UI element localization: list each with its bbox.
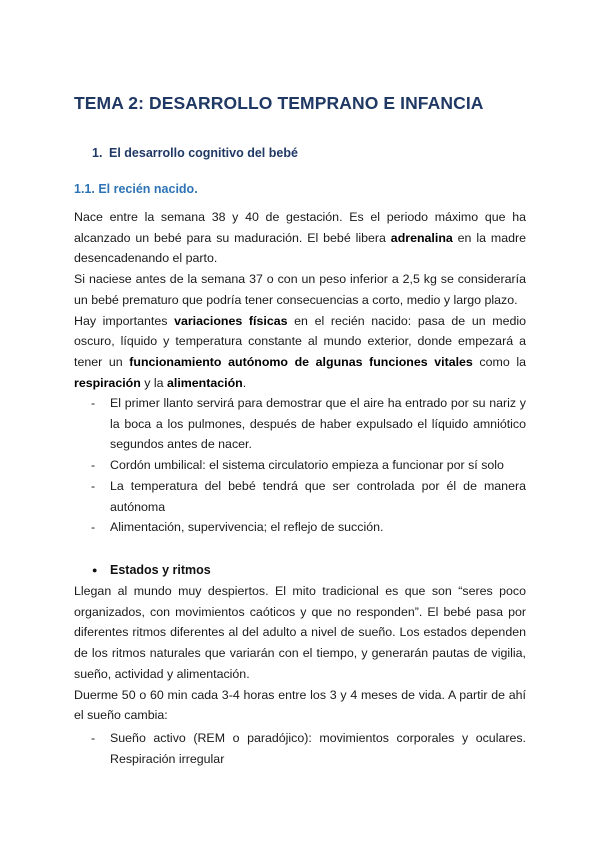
section-label: El desarrollo cognitivo del bebé (109, 146, 298, 160)
list-item (74, 728, 526, 769)
list-item-text: El primer llanto servirá para demostrar que el aire ha entrado por su nariz y la boca a los pulmones, después de haber expulsado el líquido amniótico segundos antes de nacer. (110, 396, 526, 452)
text-span: como la (472, 354, 526, 369)
bold-term: adrenalina (390, 230, 453, 245)
estados-text (74, 581, 526, 726)
bold-term: respiración (74, 375, 141, 390)
paragraph-premature: Si naciese antes de la semana 37 o con un peso inferior a 2,5 kg se consideraría un bebé prematuro que podría tener consecuencias a corto, medio y largo plazo. (74, 272, 526, 307)
list-item-text: Sueño activo (REM o paradójico): movimientos corporales y oculares. Respiración irregular (110, 731, 526, 766)
dash-marker: - (91, 731, 96, 745)
text-span: Nace entre la semana 38 y 40 de gestación. Es el periodo máximo que ha alcanzado un bebé para su maduración. El bebé libera (74, 210, 526, 245)
paragraph-sueno: Duerme 50 o 60 min cada 3-4 horas entre los 3 y 4 meses de vida. A partir de ahí el sueño cambia: (74, 687, 526, 723)
dash-marker: - (91, 396, 96, 410)
dash-marker: - (91, 478, 96, 493)
paragraph-ritmos: Llegan al mundo muy despiertos. El mito tradicional es que son “seres poco organizados, con movimientos caóticos y que no responden”. El bebé pasa por diferentes ritmos diferentes al del adulto a nivel de sueño. Los estados dependen de los ritmos naturales que variarán con el tiempo, y generarán pautas de vigilia, sueño, actividad y alimentación. (74, 584, 526, 681)
subsection-heading: 1.1. El recién nacido. (74, 182, 198, 196)
list-item (74, 476, 526, 517)
text-span: Hay importantes (74, 313, 175, 328)
list-item (74, 517, 526, 538)
list-item-text: Cordón umbilical: el sistema circulatorio empieza a funcionar por sí solo (110, 458, 504, 473)
text-span: en la madre desencadenando el parto. (74, 230, 526, 266)
sleep-list (74, 728, 526, 769)
estados-heading (92, 563, 211, 577)
newborn-list (74, 393, 526, 538)
bold-term: alimentación (166, 375, 243, 390)
text-span: en el recién nacido: pasa de un medio oscuro, líquido y temperatura constante al mundo exterior, donde empezará a tener un (74, 313, 526, 369)
text-span: . (242, 375, 247, 390)
list-item (74, 455, 526, 476)
bold-term: funcionamiento autónomo de algunas funciones vitales (129, 354, 473, 369)
list-item-text: Alimentación, supervivencia; el reflejo de succión. (110, 520, 384, 535)
list-item (74, 393, 526, 455)
paragraph-physical-changes (74, 311, 526, 394)
estados-title: Estados y ritmos (110, 563, 211, 577)
text-span: y la (140, 375, 167, 390)
bullet-icon: ● (92, 565, 98, 575)
page-title: TEMA 2: DESARROLLO TEMPRANO E INFANCIA (74, 93, 484, 113)
section-number: 1. (92, 146, 103, 160)
bold-term: variaciones físicas (174, 313, 288, 328)
dash-marker: - (91, 458, 96, 473)
list-item-text: La temperatura del bebé tendrá que ser controlada por él de manera autónoma (110, 478, 526, 514)
section-heading (92, 146, 298, 160)
dash-marker: - (91, 520, 96, 535)
intro-text (74, 207, 526, 393)
paragraph-gestation (74, 207, 526, 269)
